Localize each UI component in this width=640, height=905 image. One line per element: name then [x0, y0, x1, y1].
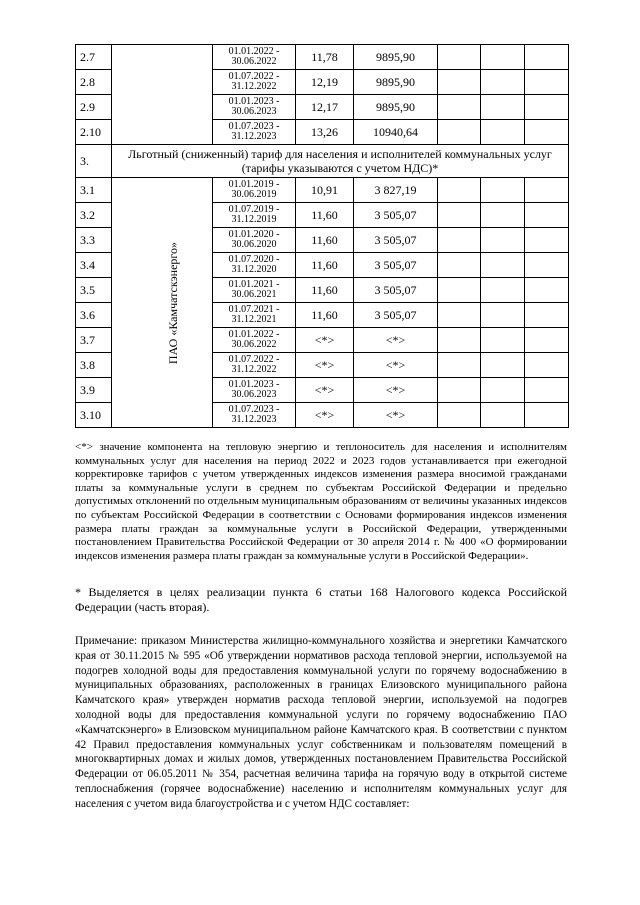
rate-value: <*>: [296, 378, 354, 403]
rate-value: 12,19: [296, 70, 354, 95]
footnote-paragraph: <*> значение компонента на тепловую энергию и теплоноситель для населения и исполнителям коммунальных услуг для населения на период 2022 и 2023 годов устанавливается при ежегодной корректировке тарифов с учетом утвержденных индексов изменения размера вносимой гражданами платы за коммунальные услуги в среднем по субъектам Российской Федерации и предельно допустимых отклонений по отдельным муниципальным образованиям от величины указанных индексов по субъектам Российской Федерации в соответствии с Основами формирования индексов изменения размера платы граждан за коммунальные услуги в Российской Федерации, утвержденными постановлением Правительства Российской Федерации от 30 апреля 2014 г. № 400 «О формировании индексов изменения размера платы граждан за коммунальные услуги в Российской Федерации».: [75, 441, 567, 562]
period-cell: 01.07.2023 - 31.12.2023: [213, 403, 296, 428]
period-cell: 01.01.2019 - 30.06.2019: [213, 178, 296, 203]
period-cell: 01.01.2022 - 30.06.2022: [213, 45, 296, 70]
period-cell: 01.07.2022 - 31.12.2022: [213, 70, 296, 95]
energy-value: 3 827,19: [354, 178, 438, 203]
period-cell: 01.07.2019 - 31.12.2019: [213, 203, 296, 228]
period-cell: 01.07.2022 - 31.12.2022: [213, 353, 296, 378]
rate-value: 12,17: [296, 95, 354, 120]
organization-cell: [112, 178, 213, 428]
org-cell-empty: [112, 45, 213, 145]
rate-value: 11,60: [296, 203, 354, 228]
rate-value: <*>: [296, 328, 354, 353]
energy-value: 3 505,07: [354, 303, 438, 328]
energy-value: 9895,90: [354, 45, 438, 70]
energy-value: 9895,90: [354, 70, 438, 95]
row-number: 3.6: [76, 303, 112, 328]
organization-label: ПАО «Камчатскэнерго»: [166, 241, 181, 364]
row-number: 3.4: [76, 253, 112, 278]
table-row: [76, 45, 569, 70]
row-number: 2.7: [76, 45, 112, 70]
energy-value: 10940,64: [354, 120, 438, 145]
vat-note: * Выделяется в целях реализации пункта 6 статьи 168 Налогового кодекса Российской Федерации (часть вторая).: [75, 585, 567, 614]
row-number: 3.8: [76, 353, 112, 378]
tariff-table: [75, 44, 569, 428]
row-number: 3.2: [76, 203, 112, 228]
row-number: 3.3: [76, 228, 112, 253]
row-number: 3.1: [76, 178, 112, 203]
row-number: 3.9: [76, 378, 112, 403]
rate-value: 10,91: [296, 178, 354, 203]
rate-value: <*>: [296, 403, 354, 428]
energy-value: 3 505,07: [354, 228, 438, 253]
rate-value: 13,26: [296, 120, 354, 145]
rate-value: <*>: [296, 353, 354, 378]
rate-value: 11,60: [296, 278, 354, 303]
energy-value: <*>: [354, 378, 438, 403]
section-number: 3.: [76, 145, 112, 178]
rate-value: 11,60: [296, 303, 354, 328]
rate-value: 11,60: [296, 228, 354, 253]
row-number: 2.8: [76, 70, 112, 95]
energy-value: 3 505,07: [354, 253, 438, 278]
period-cell: 01.01.2020 - 30.06.2020: [213, 228, 296, 253]
energy-value: 3 505,07: [354, 278, 438, 303]
energy-value: <*>: [354, 353, 438, 378]
period-cell: 01.07.2023 - 31.12.2023: [213, 120, 296, 145]
rate-value: 11,60: [296, 253, 354, 278]
energy-value: <*>: [354, 328, 438, 353]
section-row: [76, 145, 569, 178]
period-cell: 01.01.2023 - 30.06.2023: [213, 95, 296, 120]
row-number: 2.9: [76, 95, 112, 120]
period-cell: 01.01.2021 - 30.06.2021: [213, 278, 296, 303]
table-row: [76, 178, 569, 203]
remark-paragraph: Примечание: приказом Министерства жилищно-коммунального хозяйства и энергетики Камчатского края от 30.11.2015 № 595 «Об утверждении нормативов расхода тепловой энергии, используемой на подогрев холодной воды для предоставления коммунальной услуги по горячему водоснабжению в муниципальных образованиях, расположенных в границах Елизовского муниципального района Камчатского края» утвержден норматив расхода тепловой энергии, используемой на подогрев холодной воды для предоставления коммунальной услуги по горячему водоснабжению ПАО «Камчатскэнерго» в Елизовском муниципальном районе Камчатского края. В соответствии с пунктом 42 Правил предоставления коммунальных услуг собственникам и пользователям помещений в многоквартирных домах и жилых домов, утвержденных постановлением Правительства Российской Федерации от 06.05.2011 № 354, расчетная величина тарифа на горячую воду в открытой системе теплоснабжения (горячее водоснабжение) населению и исполнителям коммунальных услуг для населения с учетом вида благоустройства и с учетом НДС составляет:: [75, 635, 567, 810]
section-title: Льготный (сниженный) тариф для населения и исполнителей коммунальных услуг (тарифы указываются с учетом НДС)*: [112, 145, 569, 178]
period-cell: 01.01.2023 - 30.06.2023: [213, 378, 296, 403]
period-cell: 01.07.2020 - 31.12.2020: [213, 253, 296, 278]
energy-value: 3 505,07: [354, 203, 438, 228]
energy-value: 9895,90: [354, 95, 438, 120]
period-cell: 01.01.2022 - 30.06.2022: [213, 328, 296, 353]
rate-value: 11,78: [296, 45, 354, 70]
period-cell: 01.07.2021 - 31.12.2021: [213, 303, 296, 328]
energy-value: <*>: [354, 403, 438, 428]
row-number: 3.5: [76, 278, 112, 303]
row-number: 3.10: [76, 403, 112, 428]
row-number: 2.10: [76, 120, 112, 145]
row-number: 3.7: [76, 328, 112, 353]
